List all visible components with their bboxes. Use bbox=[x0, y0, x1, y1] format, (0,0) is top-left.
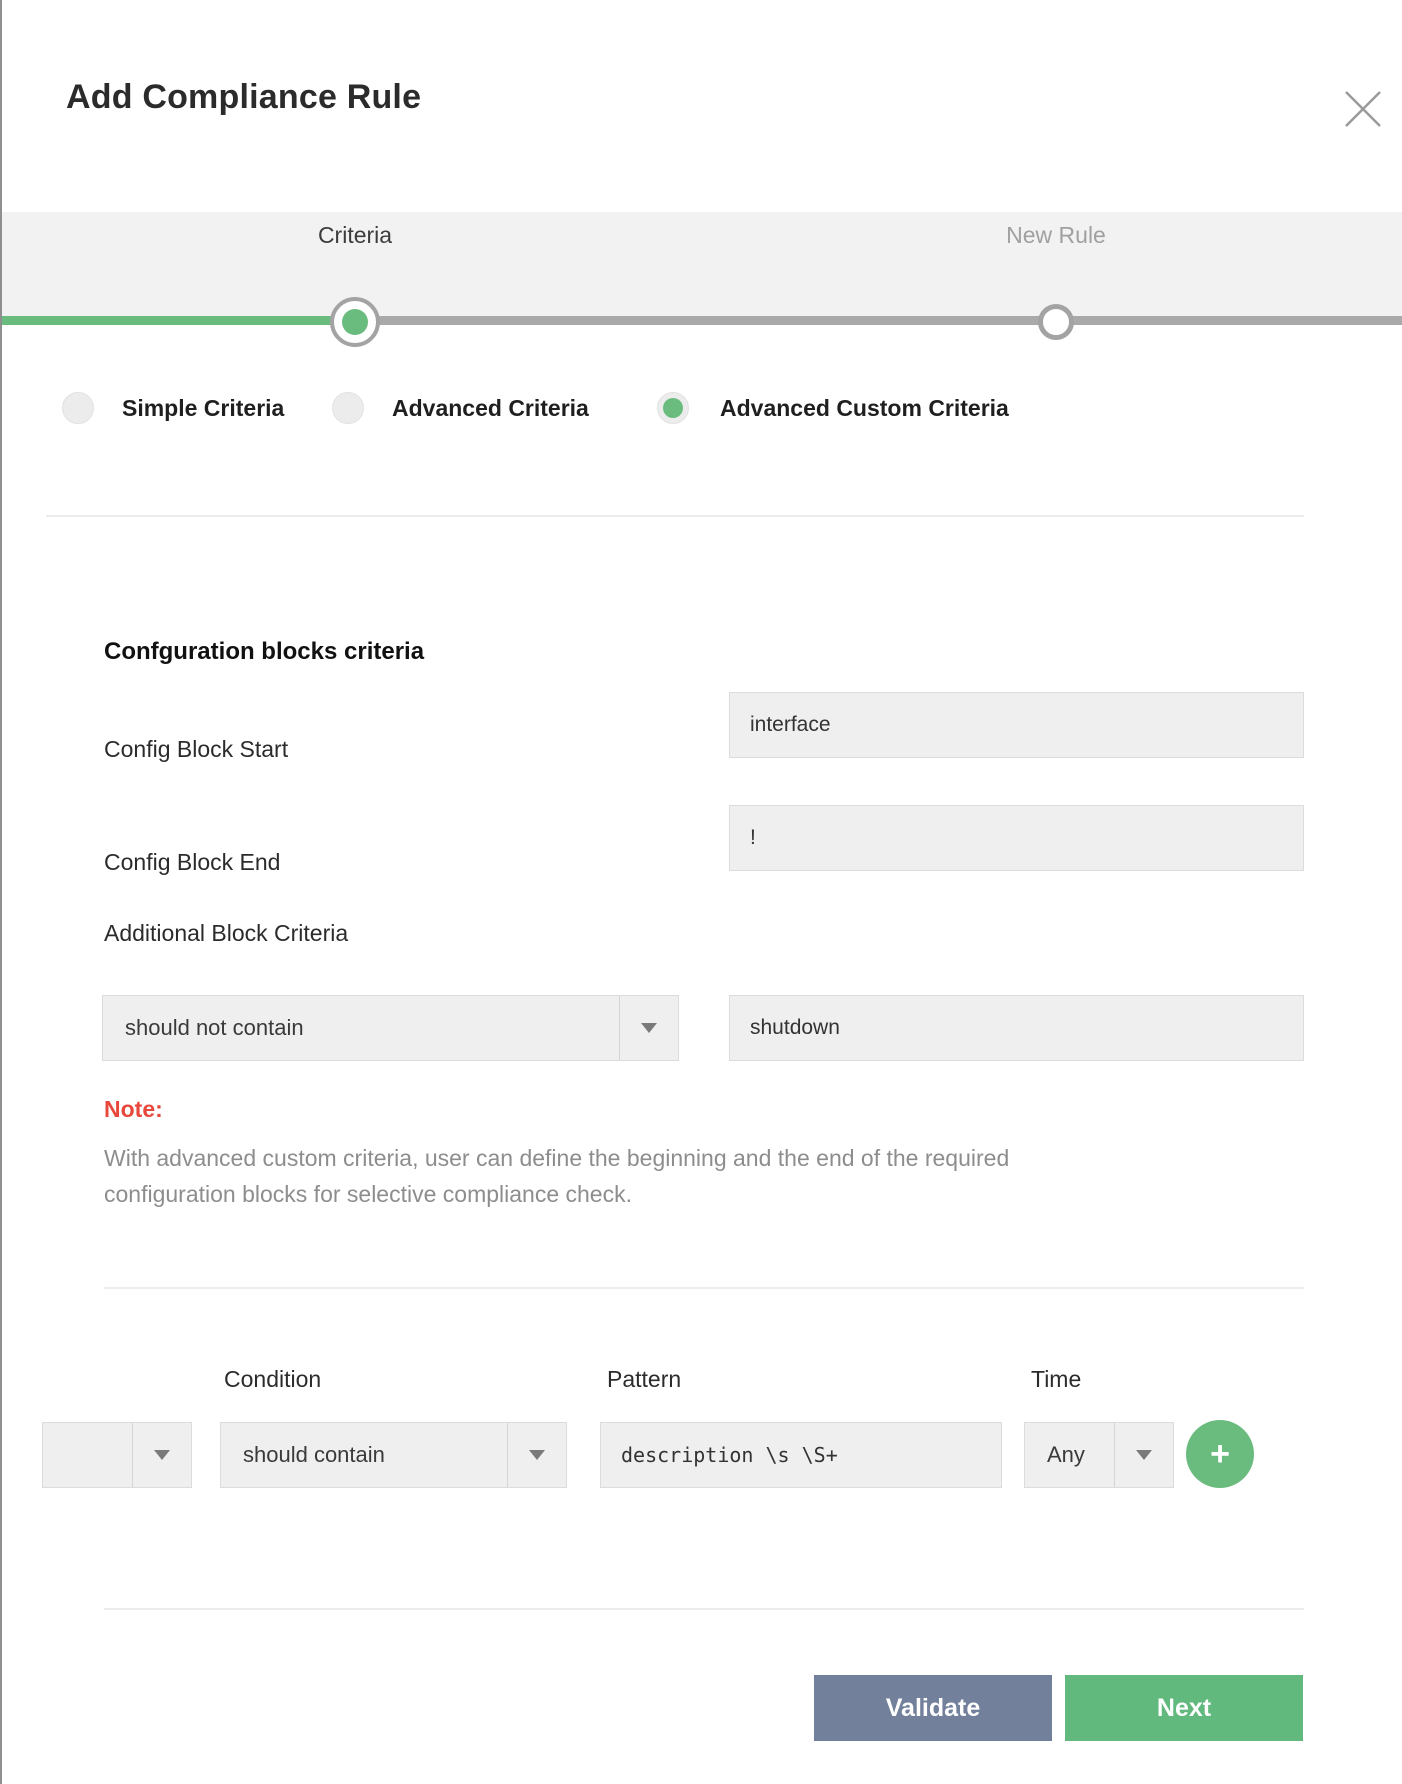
radio-label-simple-criteria[interactable]: Simple Criteria bbox=[122, 395, 285, 421]
note-label: Note: bbox=[104, 1096, 163, 1122]
radio-label-advanced-custom-criteria[interactable]: Advanced Custom Criteria bbox=[720, 395, 1009, 421]
modal-title: Add Compliance Rule bbox=[66, 78, 422, 116]
stepper-progress-fill bbox=[2, 316, 355, 325]
note-line-1: With advanced custom criteria, user can define the beginning and the end of the required bbox=[104, 1145, 1010, 1171]
step-label-new-rule: New Rule bbox=[1006, 222, 1106, 248]
additional-condition-dropdown[interactable] bbox=[102, 995, 679, 1061]
chevron-down-icon[interactable] bbox=[132, 1423, 191, 1487]
additional-condition-value: should not contain bbox=[125, 1015, 304, 1040]
note-line-2: configuration blocks for selective compliance check. bbox=[104, 1181, 632, 1207]
condition-column-header: Condition bbox=[224, 1366, 322, 1392]
step-dot-new-rule bbox=[1038, 304, 1074, 340]
radio-label-advanced-criteria[interactable]: Advanced Criteria bbox=[392, 395, 589, 421]
chevron-down-icon[interactable] bbox=[619, 996, 678, 1060]
close-icon[interactable] bbox=[1340, 86, 1386, 132]
additional-block-criteria-label: Additional Block Criteria bbox=[104, 920, 349, 946]
rule-condition-value: should contain bbox=[243, 1442, 385, 1467]
rule-pattern-input[interactable]: description \s \S+ bbox=[600, 1422, 1002, 1488]
note-text bbox=[104, 1140, 1224, 1212]
config-block-end-input[interactable]: ! bbox=[729, 805, 1304, 871]
pattern-column-header: Pattern bbox=[607, 1366, 682, 1392]
config-block-start-input[interactable]: interface bbox=[729, 692, 1304, 758]
divider bbox=[104, 1287, 1304, 1289]
radio-simple-criteria[interactable] bbox=[62, 392, 94, 424]
rule-time-value: Any bbox=[1047, 1442, 1085, 1467]
step-label-criteria: Criteria bbox=[317, 222, 393, 248]
config-block-end-label: Config Block End bbox=[104, 849, 281, 875]
additional-value-input[interactable]: shutdown bbox=[729, 995, 1304, 1061]
radio-advanced-custom-criteria[interactable] bbox=[657, 392, 689, 424]
divider bbox=[46, 515, 1304, 517]
divider bbox=[104, 1608, 1304, 1610]
chevron-down-icon[interactable] bbox=[1114, 1423, 1173, 1487]
time-column-header: Time bbox=[1031, 1366, 1082, 1392]
add-row-button[interactable] bbox=[1186, 1420, 1254, 1488]
rule-prefix-dropdown[interactable] bbox=[42, 1422, 192, 1488]
config-blocks-heading: Confguration blocks criteria bbox=[104, 638, 425, 665]
next-button[interactable]: Next bbox=[1065, 1675, 1303, 1741]
config-block-start-label: Config Block Start bbox=[104, 736, 289, 762]
rule-time-dropdown[interactable] bbox=[1024, 1422, 1174, 1488]
radio-advanced-criteria[interactable] bbox=[332, 392, 364, 424]
plus-icon: + bbox=[1210, 1435, 1230, 1473]
validate-button[interactable]: Validate bbox=[814, 1675, 1052, 1741]
step-dot-criteria bbox=[330, 297, 380, 347]
rule-condition-dropdown[interactable] bbox=[220, 1422, 567, 1488]
chevron-down-icon[interactable] bbox=[507, 1423, 566, 1487]
